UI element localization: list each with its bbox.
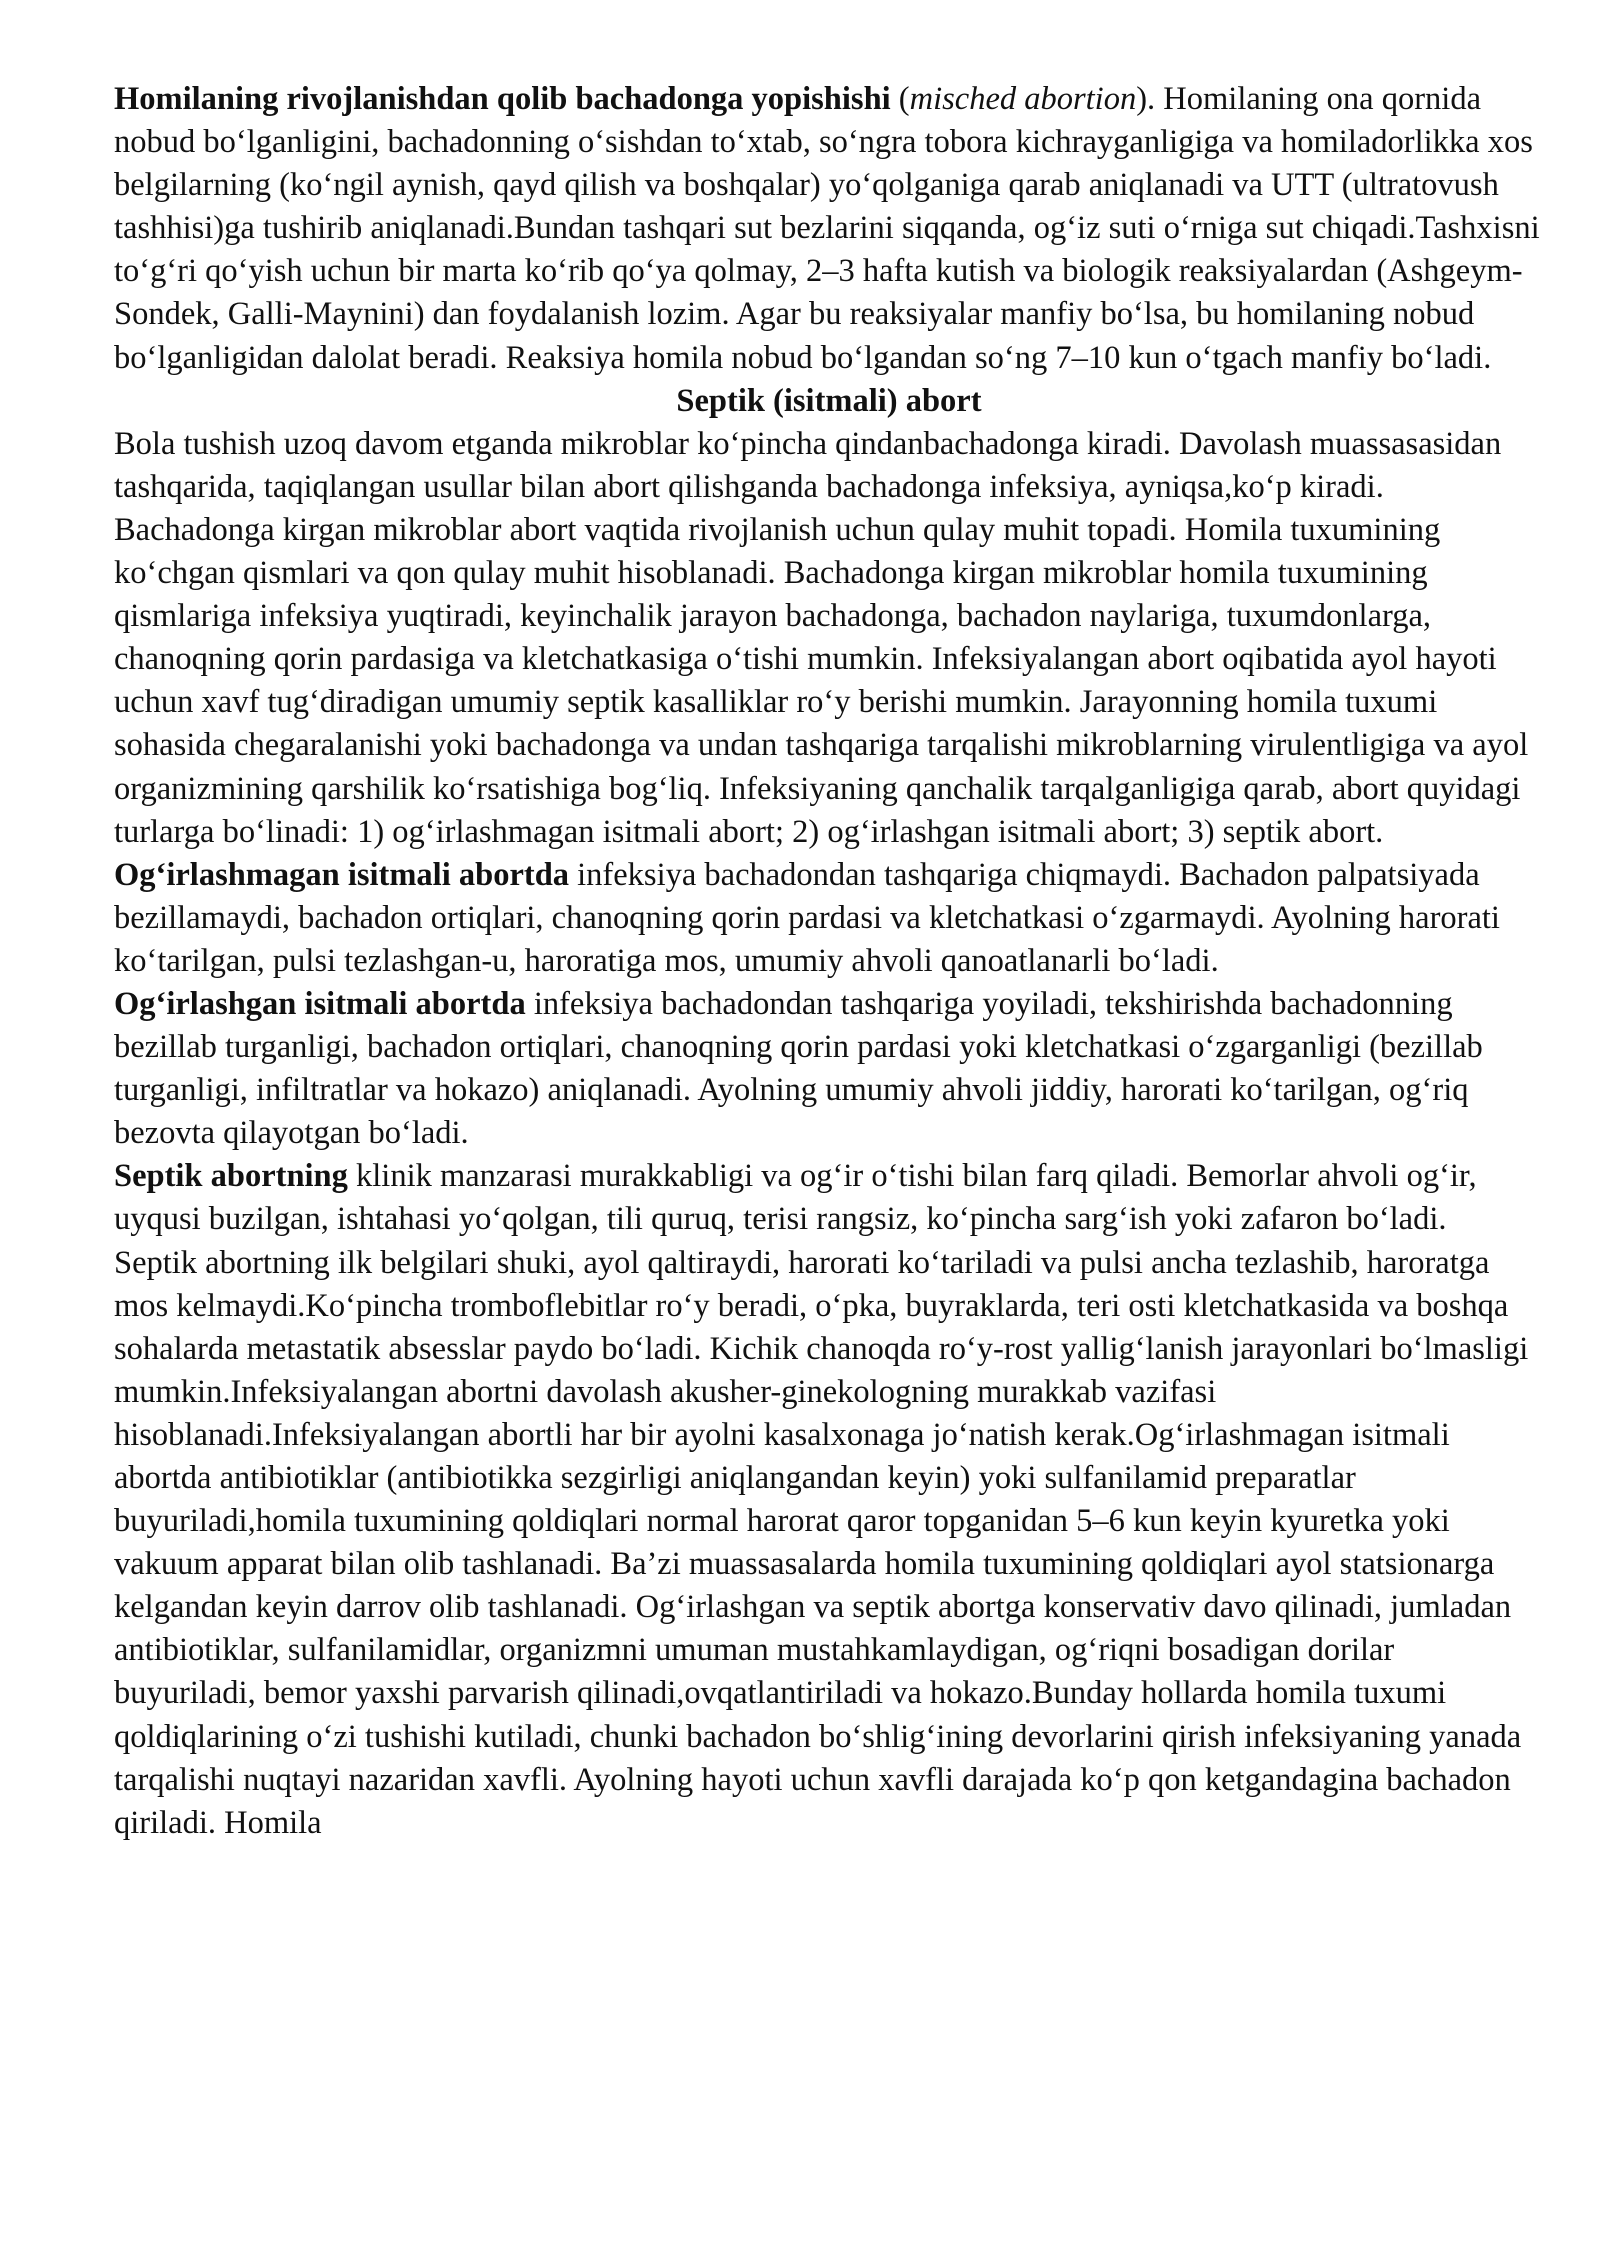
paragraph-septic-intro: Bola tushish uzoq davom etganda mikroblar ko‘pincha qindanbachadonga kiradi. Davolash muassasasidan tashqarida, taqiqlangan usullar bilan abort qilishganda bachadonga infeksiya, ayniqsa,ko‘p kiradi. Bachadonga kirgan mikroblar abort vaqtida rivojlanish uchun qulay muhit topadi. Homila tuxumining ko‘chgan qismlari va qon qulay muhit hisoblanadi. Bachadonga kirgan mikroblar homila tuxumining qismlariga infeksiya yuqtiradi, keyinchalik jarayon bachadonga, bachadon naylariga, tuxumdonlarga, chanoqning qorin pardasiga va kletchatkasiga o‘tishi mumkin. Infeksiyalangan abort oqibatida ayol hayoti uchun xavf tug‘diradigan umumiy septik kasalliklar ro‘y berishi mumkin. Jarayonning homila tuxumi sohasida chegaralanishi yoki bachadonga va undan tashqariga tarqalishi mikroblarning virulentligiga va ayol organizmining qarshilik ko‘rsatishiga bog‘liq. Infeksiyaning qanchalik tarqalganligiga qarab, abort quyidagi turlarga bo‘linadi: 1) og‘irlashmagan isitmali abort; 2) og‘irlashgan isitmali abort; 3) septik abort. [114, 425, 1529, 850]
term-septic-abortion: Septik abortning [114, 1158, 348, 1195]
term-latin: misched abortion [909, 81, 1137, 117]
term-uncomplicated-febrile: Og‘irlashmagan isitmali abortda [114, 856, 570, 893]
paren-open: ( [890, 81, 910, 117]
paragraph-uncomplicated-febrile [114, 854, 1544, 983]
paragraph-text: infeksiya bachadondan tashqariga chiqmaydi. Bachadon palpatsiyada bezillamaydi, bachadon ortiqlari, chanoqning qorin pardasi va kletchatkasi o‘zgarmaydi. Ayolning harorati ko‘tarilgan, pulsi tezlashgan-u, haroratiga mos, umumiy ahvoli qanoatlanarli bo‘ladi. [114, 856, 1500, 979]
paragraph-text: ). Homilaning ona qornida nobud bo‘lganligini, bachadonning o‘sishdan to‘xtab, so‘ngra tobora kichrayganligiga va homiladorlikka xos belgilarning (ko‘ngil aynish, qayd qilish va boshqalar) yo‘qolganiga qarab aniqlanadi va UTT (ultratovush tashhisi)ga tushirib aniqlanadi.Bundan tashqari sut bezlarini siqqanda, og‘iz suti o‘rniga sut chiqadi.Tashxisni to‘g‘ri qo‘yish uchun bir marta ko‘rib qo‘ya qolmay, 2–3 hafta kutish va biologik reaksiyalardan (Ashgeym-Sondek, Galli-Maynini) dan foydalanish lozim. Agar bu reaksiyalar manfiy bo‘lsa, bu homilaning nobud bo‘lganligidan dalolat beradi. Reaksiya homila nobud bo‘lgandan so‘ng 7–10 kun o‘tgach manfiy bo‘ladi. [114, 81, 1540, 376]
section-heading: Septik (isitmali) abort [676, 382, 982, 419]
term-complicated-febrile: Og‘irlashgan isitmali abortda [114, 985, 526, 1022]
document-page [114, 78, 1544, 1845]
paragraph-treatment: Septik abortning ilk belgilari shuki, ayol qaltiraydi, harorati ko‘tariladi va pulsi ancha tezlashib, haroratga mos kelmaydi.Ko‘pincha tromboflebitlar ro‘y beradi, o‘pka, buyraklarda, teri osti kletchatkasida va boshqa sohalarda metastatik absesslar paydo bo‘ladi. Kichik chanoqda ro‘y-rost yallig‘lanish jarayonlari bo‘lmasligi mumkin.Infeksiyalangan abortni davolash akusher-ginekologning murakkab vazifasi hisoblanadi.Infeksiyalangan abortli har bir ayolni kasalxonaga jo‘natish kerak.Og‘irlashmagan isitmali abortda antibiotiklar (antibiotikka sezgirligi aniqlangandan keyin) yoki sulfanilamid preparatlar buyuriladi,homila tuxumining qoldiqlari normal harorat qaror topganidan 5–6 kun keyin kyuretka yoki vakuum apparat bilan olib tashlanadi. Ba’zi muassasalarda homila tuxumining qoldiqlari ayol statsionarga kelgandan keyin darrov olib tashlanadi. Og‘irlashgan va septik abortga konservativ davo qilinadi, jumladan antibiotiklar, sulfanilamidlar, organizmni umuman mustahkamlaydigan, og‘riqni bosadigan dorilar buyuriladi, bemor yaxshi parvarish qilinadi,ovqatlantiriladi va hokazo.Bunday hollarda homila tuxumi qoldiqlarining o‘zi tushishi kutiladi, chunki bachadon bo‘shlig‘ining devorlarini qirish infeksiyaning yanada tarqalishi nuqtayi nazaridan xavfli. Ayolning hayoti uchun xavfli darajada ko‘p qon ketgandagina bachadon qiriladi. Homila [114, 1244, 1529, 1841]
paragraph-complicated-febrile [114, 983, 1544, 1155]
term-missed-abortion: Homilaning rivojlanishdan qolib bachadonga yopishishi [114, 81, 891, 117]
paragraph-missed-abortion [114, 78, 1544, 380]
paragraph-text: klinik manzarasi murakkabligi va og‘ir o‘tishi bilan farq qiladi. Bemorlar ahvoli og‘ir, uyqusi buzilgan, ishtahasi yo‘qolgan, tili quruq, terisi rangsiz, ko‘pincha sarg‘ish yoki zafaron bo‘ladi. [114, 1158, 1477, 1238]
paragraph-septic-abortion [114, 1155, 1544, 1241]
paragraph-text: infeksiya bachadondan tashqariga yoyiladi, tekshirishda bachadonning bezillab turganligi, bachadon ortiqlari, chanoqning qorin pardasi yoki kletchatkasi o‘zgarganligi (bezillab turganligi, infiltratlar va hokazo) aniqlanadi. Ayolning umumiy ahvoli jiddiy, harorati ko‘tarilgan, og‘riq bezovta qilayotgan bo‘ladi. [114, 985, 1483, 1152]
